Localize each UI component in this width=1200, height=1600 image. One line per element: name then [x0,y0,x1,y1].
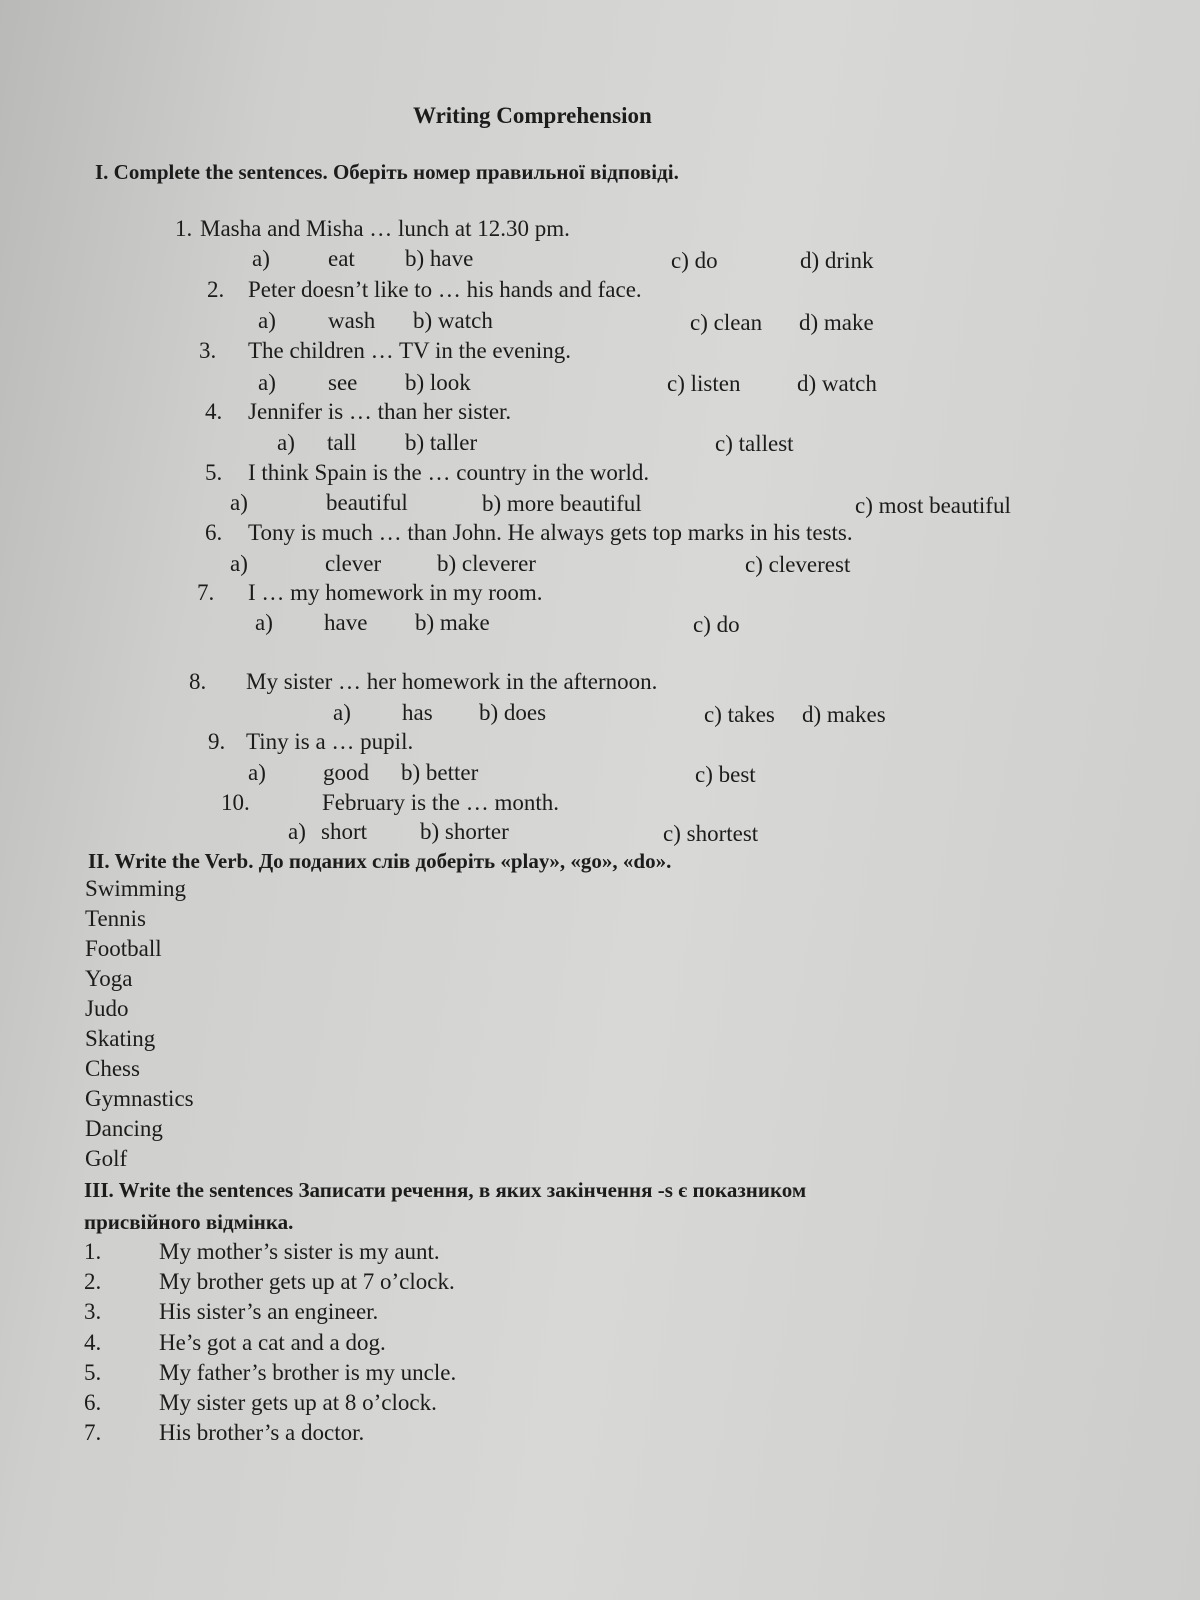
option: c) takes [704,702,775,727]
word-item: Tennis [85,906,146,931]
option: d) drink [800,248,874,273]
option: b) make [415,610,490,635]
option: b) shorter [420,819,509,844]
question-text: Tiny is a … pupil. [246,729,414,754]
option-label: a) [255,610,273,635]
question-number: 6. [205,520,223,545]
option-label: a) [248,760,266,785]
option: d) make [799,310,874,335]
option: d) makes [802,702,886,727]
question-text: Masha and Misha … lunch at 12.30 pm. [200,216,570,241]
section-1-heading: I. Complete the sentences. Оберіть номер правильної відповіді. [95,160,679,184]
question-number: 4. [205,399,223,424]
option-text: wash [328,308,376,333]
question-number: 2. [207,277,225,302]
section-3-heading-cont: присвійного відмінка. [84,1210,294,1234]
option-text: eat [328,246,355,271]
sentence-number: 3. [84,1299,102,1324]
sentence-number: 6. [84,1390,102,1415]
option: b) have [405,246,474,271]
word-item: Judo [85,996,129,1021]
section-3-heading: III. Write the sentences Записати речення, в яких закінчення -s є показником [84,1178,807,1202]
option: c) do [693,612,740,637]
word-item: Chess [85,1056,140,1081]
sentence-number: 4. [84,1330,102,1355]
option: b) more beautiful [482,491,642,516]
question-number: 10. [221,790,250,815]
sentence-number: 5. [84,1360,102,1385]
question-text: Tony is much … than John. He always gets top marks in his tests. [248,520,853,545]
option: c) shortest [663,821,759,846]
sentence-number: 7. [84,1420,102,1445]
option-text: tall [327,430,357,455]
option-label: a) [252,246,270,271]
option: c) listen [667,371,741,396]
option-text: beautiful [326,490,408,515]
option: c) cleverest [745,552,851,577]
sentence-text: His brother’s a doctor. [159,1420,365,1445]
option-label: a) [230,490,248,515]
question-number: 8. [189,669,207,694]
page-title: Writing Comprehension [413,103,652,128]
sentence-text: His sister’s an engineer. [159,1299,379,1324]
option-label: a) [230,551,248,576]
question-text: I think Spain is the … country in the world. [248,460,650,485]
question-text: The children … TV in the evening. [248,338,571,363]
sentence-number: 2. [84,1269,102,1294]
question-text: Peter doesn’t like to … his hands and face. [248,277,642,302]
option: c) do [671,248,718,273]
option: b) taller [405,430,478,455]
option: c) best [695,762,756,787]
option: c) clean [690,310,763,335]
option: b) does [479,700,547,725]
sentence-text: My brother gets up at 7 o’clock. [159,1269,455,1294]
option: c) most beautiful [855,493,1011,518]
option-text: short [321,819,367,844]
option: c) tallest [715,431,794,456]
word-item: Swimming [85,876,186,901]
word-item: Golf [85,1146,128,1171]
word-item: Dancing [85,1116,163,1141]
option-label: a) [258,370,276,395]
question-text: February is the … month. [322,790,559,815]
question-number: 1. [175,216,193,241]
word-item: Yoga [85,966,133,991]
question-number: 5. [205,460,223,485]
option-label: a) [288,819,306,844]
option: b) look [405,370,471,395]
word-item: Football [85,936,162,961]
sentence-text: My father’s brother is my uncle. [159,1360,457,1385]
question-text: Jennifer is … than her sister. [248,399,512,424]
option-text: has [402,700,433,725]
option: d) watch [797,371,877,396]
sentence-text: My sister gets up at 8 o’clock. [159,1390,437,1415]
option-label: a) [333,700,351,725]
sentence-text: My mother’s sister is my aunt. [159,1239,440,1264]
question-number: 3. [199,338,217,363]
section-2-heading: II. Write the Verb. До поданих слів доберіть «play», «go», «do». [88,849,672,873]
question-number: 7. [197,580,215,605]
option: b) cleverer [437,551,536,576]
option: b) watch [413,308,493,333]
question-text: My sister … her homework in the afternoon. [246,669,658,694]
question-text: I … my homework in my room. [248,580,543,605]
option: b) better [401,760,479,785]
sentence-number: 1. [84,1239,102,1264]
option-text: see [328,370,358,395]
option-label: a) [277,430,295,455]
option-text: have [324,610,368,635]
word-item: Skating [85,1026,156,1051]
option-label: a) [258,308,276,333]
option-text: clever [325,551,382,576]
word-item: Gymnastics [85,1086,194,1111]
question-number: 9. [208,729,226,754]
sentence-text: He’s got a cat and a dog. [159,1330,386,1355]
option-text: good [323,760,369,785]
